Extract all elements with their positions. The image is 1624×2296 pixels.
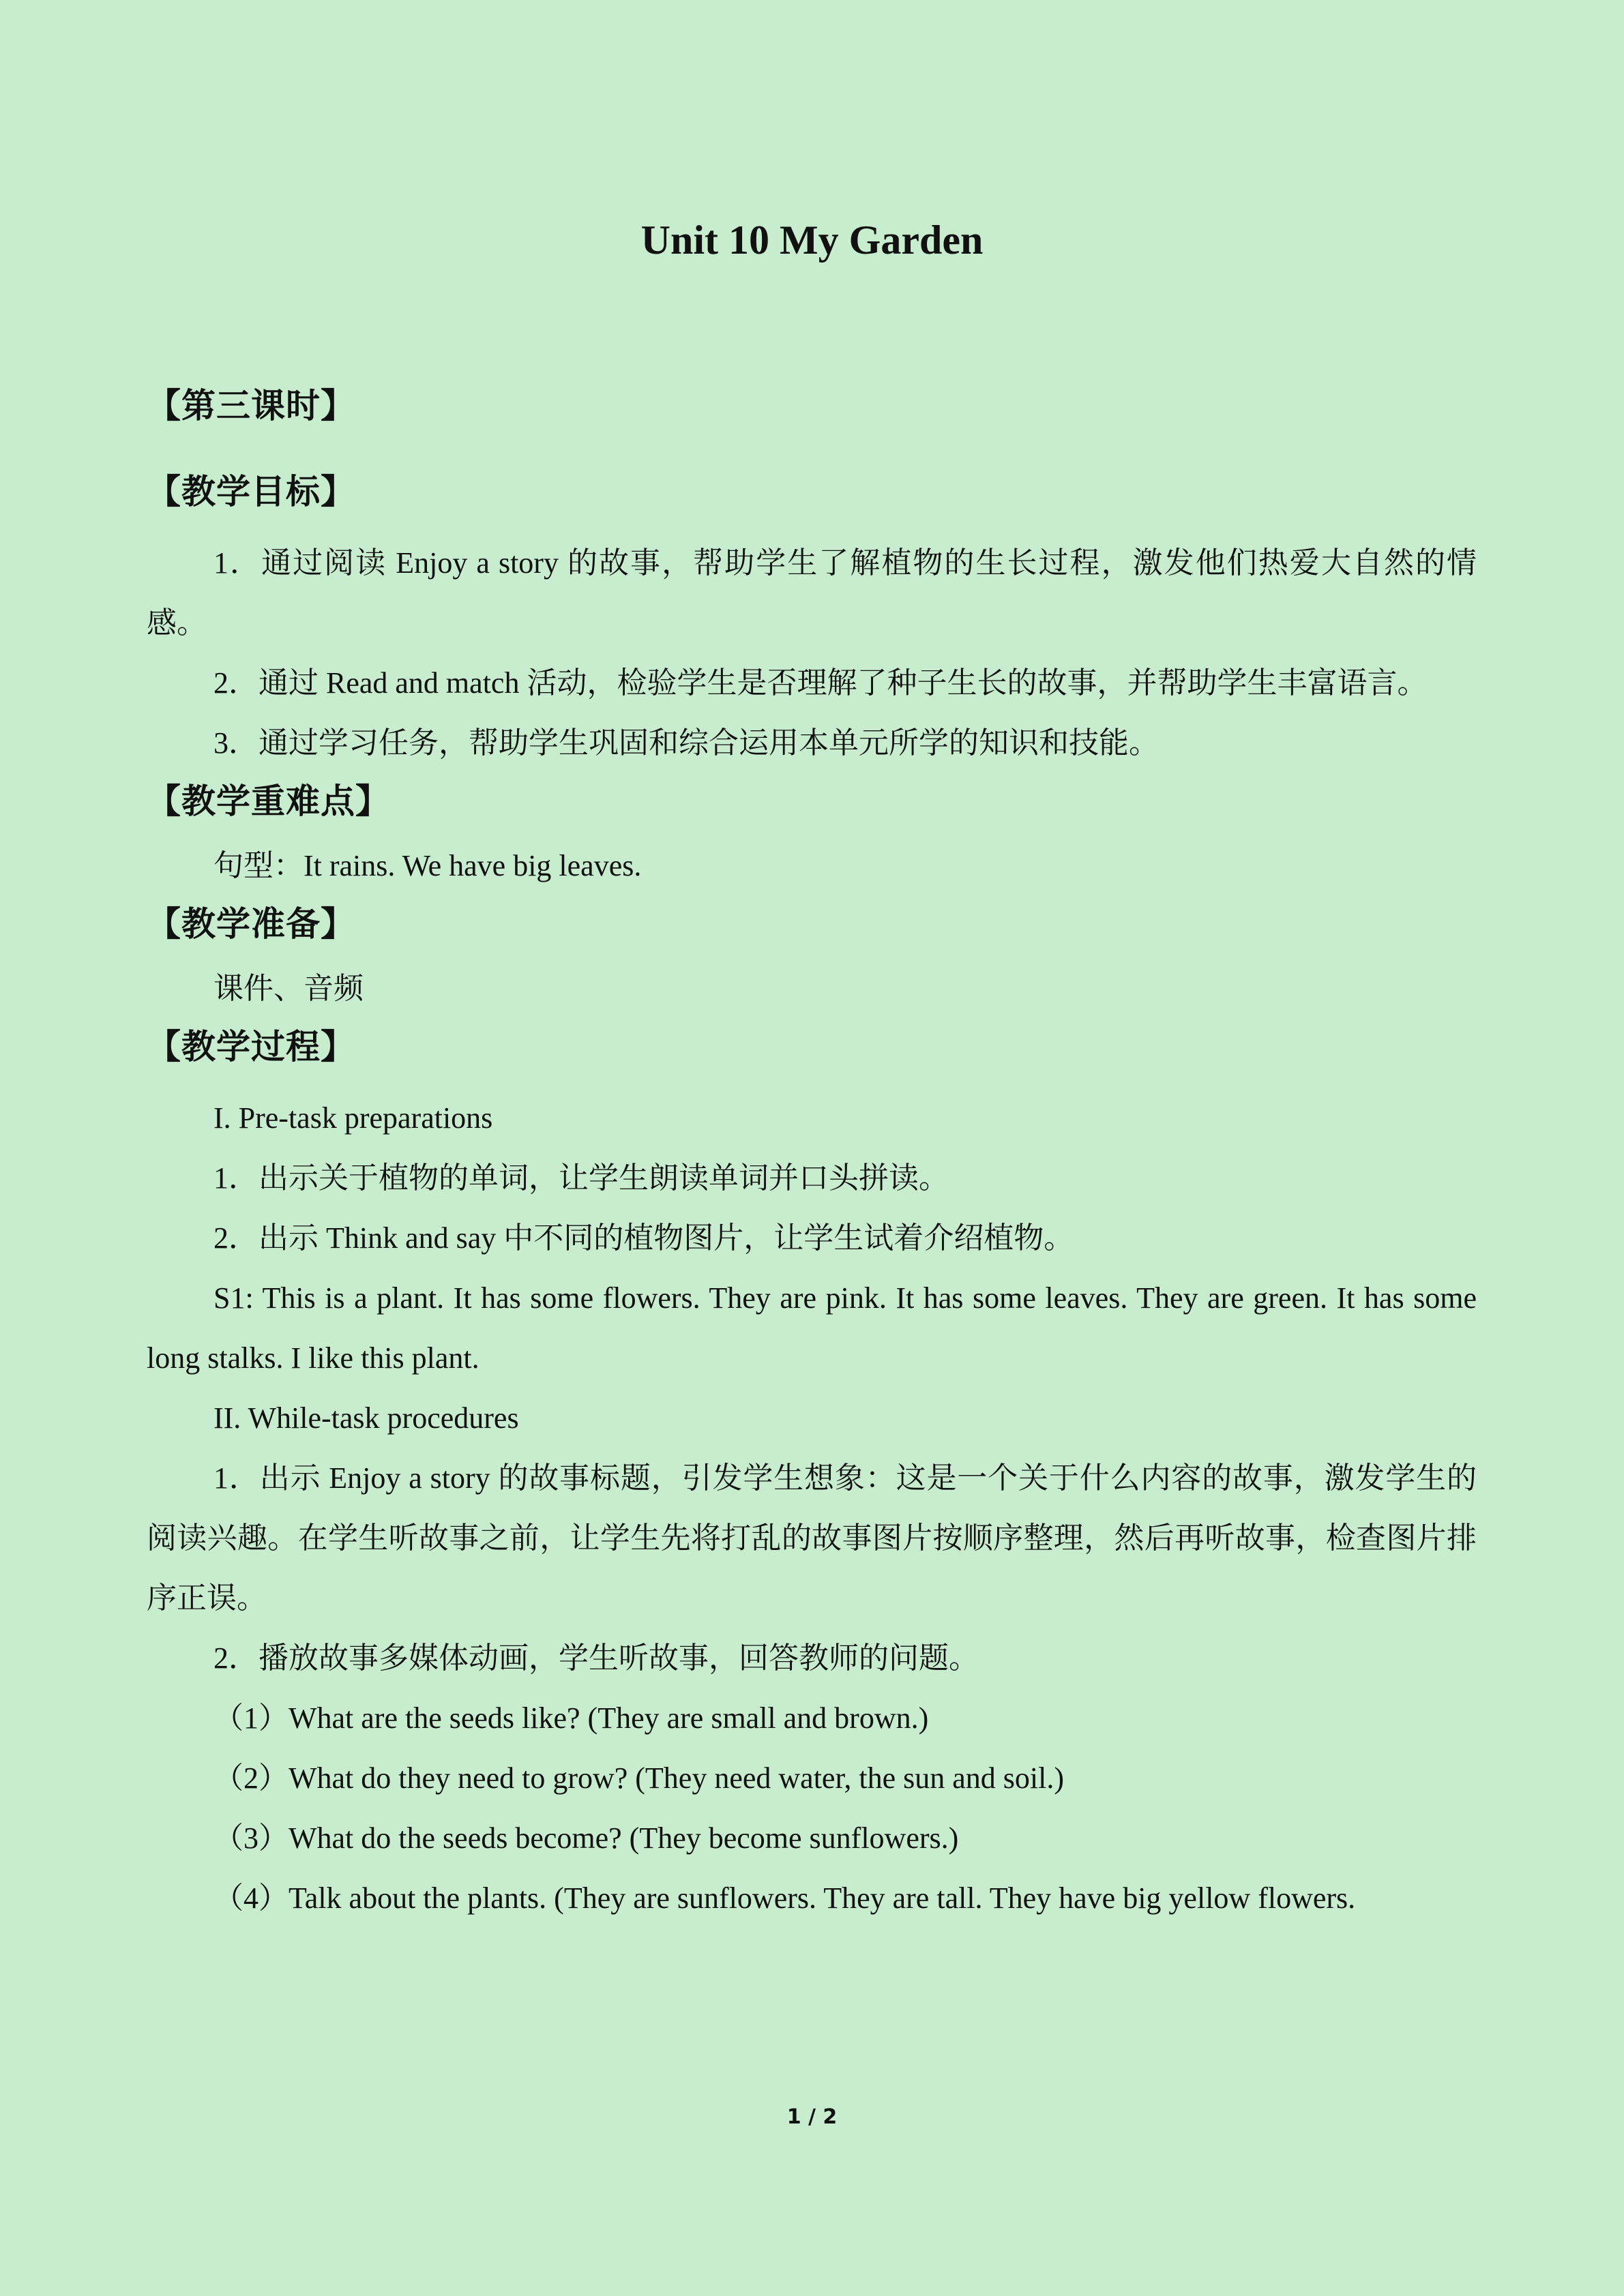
while-task-step: 1．出示 Enjoy a story 的故事标题，引发学生想象：这是一个关于什么内容的故事，激发学生的阅读兴趣。在学生听故事之前，让学生先将打乱的故事图片按顺序整理，然后再听故事，检查图片排序正误。 (147, 1461, 1477, 1615)
process-heading: 【教学过程】 (147, 1027, 355, 1067)
while-task-title: II. While-task procedures (213, 1401, 519, 1435)
pre-task-title: I. Pre-task preparations (213, 1101, 493, 1135)
question-item: （4）Talk about the plants. (They are sunflowers. They are tall. They have big yellow flowers. (213, 1881, 1356, 1915)
document-title: Unit 10 My Garden (640, 218, 984, 263)
sample-dialogue: S1: This is a plant. It has some flowers. They are pink. It has some leaves. They are green. It has some long stalks. I like this plant. (147, 1281, 1477, 1375)
question-item: （3）What do the seeds become? (They become sunflowers.) (213, 1821, 959, 1855)
pre-task-step: 1．出示关于植物的单词，让学生朗读单词并口头拼读。 (213, 1161, 949, 1195)
preparation-heading: 【教学准备】 (147, 904, 355, 944)
key-points-heading: 【教学重难点】 (147, 781, 390, 821)
document-body (147, 382, 1477, 1928)
preparation-text: 课件、音频 (213, 972, 364, 1005)
question-item: （2）What do they need to grow? (They need water, the sun and soil.) (213, 1761, 1064, 1795)
objectives-heading: 【教学目标】 (147, 472, 355, 511)
objective-item: 1．通过阅读 Enjoy a story 的故事，帮助学生了解植物的生长过程，激发他们热爱大自然的情感。 (147, 546, 1477, 640)
process-body (147, 1088, 1477, 1928)
key-points-text: 句型：It rains. We have big leaves. (213, 849, 642, 882)
objective-item: 2．通过 Read and match 活动，检验学生是否理解了种子生长的故事，并帮助学生丰富语言。 (213, 666, 1428, 700)
pre-task-step: 2．出示 Think and say 中不同的植物图片，让学生试着介绍植物。 (213, 1221, 1074, 1255)
while-task-step: 2．播放故事多媒体动画，学生听故事，回答教师的问题。 (213, 1641, 979, 1675)
lesson-heading: 【第三课时】 (147, 386, 355, 426)
objectives-list (147, 533, 1477, 773)
objective-item: 3．通过学习任务，帮助学生巩固和综合运用本单元所学的知识和技能。 (213, 726, 1159, 760)
page-number: 1 / 2 (786, 2105, 838, 2129)
question-item: （1）What are the seeds like? (They are small and brown.) (213, 1701, 929, 1735)
